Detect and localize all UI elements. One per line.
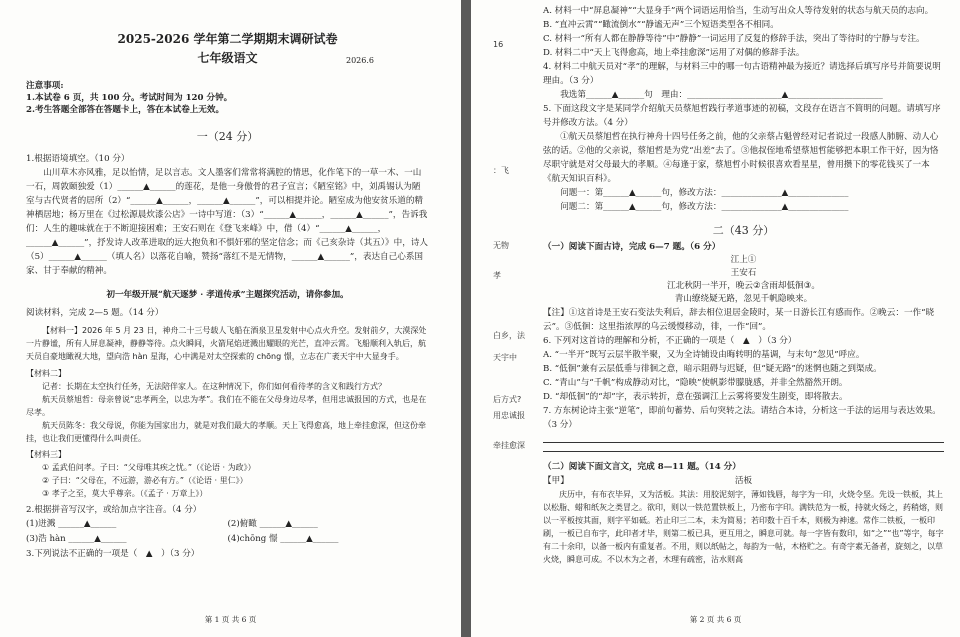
section-heading: 二（43 分） [712, 224, 775, 237]
answer-row [26, 532, 429, 547]
question-heading: 1.根据语境填空。（10 分） [26, 154, 130, 164]
option-b: B. “直冲云霄”“瞰流倒水”“静谧无声”三个短语类型各不相同。 [543, 20, 779, 30]
answer-blank: 问题一：第______▲______句，修改方法：______________▲______________ [560, 188, 849, 198]
exam-title: 2025-2026 学年第二学期期末调研试卷 [117, 32, 338, 46]
margin-note: 牵挂愈深 [493, 441, 525, 450]
reading-intro: （一）阅读下面古诗，完成 6—7 题。（6 分） [543, 242, 721, 252]
activity-intro: 初一年级开展“航天逐梦 · 孝道传承”主题探究活动，请你参加。 [106, 290, 349, 300]
margin-note: 白乡，法 [493, 331, 525, 340]
question-heading: 6. 下列对这首诗的理解和分析，不正确的一项是（ ▲ ）（3 分） [543, 336, 797, 346]
margin-note: 后方式? [493, 395, 522, 404]
answer-blank: 问题二：第______▲______句，修改方法：______________▲______________ [560, 202, 849, 212]
answer-blank: (1)迸溅 ______▲______ [26, 519, 117, 529]
material-two-text: 航天员陈冬：我父母说，你能为国家出力，就是对我们最大的孝顺。天上飞得愈高，地上牵挂愈深，但这份牵挂，也让我们更懂得什么叫责任。 [26, 421, 426, 443]
answer-row [26, 517, 429, 532]
material-two-heading: 【材料二】 [26, 369, 66, 378]
poem-note: 【注】①这首诗是王安石变法失利后，辞去相位退居金陵时，某一日游长江有感而作。②晚云：一作“晓云”。③低徊：这里指浓厚的乌云缓慢移动，徘，一作“回”。 [543, 308, 935, 332]
notice-item: 1.本试卷 6 页，共 100 分。考试时间为 120 分钟。 [26, 93, 233, 103]
margin-note: ：飞 [493, 166, 509, 175]
exam-page-right [471, 0, 960, 637]
answer-blank: (4)chōng 憬 ______▲______ [227, 534, 339, 544]
exam-subtitle: 七年级语文 [197, 51, 258, 65]
notice-heading: 注意事项: [26, 81, 64, 91]
margin-note: 天宇中 [493, 353, 517, 362]
material-three-item: ① 孟武伯问孝。子曰：“父母唯其疾之忧。”（《论语 · 为政》） [42, 463, 256, 472]
material-three-heading: 【材料三】 [26, 450, 66, 459]
option-b: B. “低徊”兼有云层低垂与徘徊之意，暗示阻碍与迟疑，但“疑无路”的迷惘也随之到渠成。 [543, 364, 882, 374]
answer-line [543, 451, 944, 452]
passage-tag: 【甲】 [543, 476, 569, 486]
section-heading: 一（24 分） [196, 130, 259, 143]
question-heading: 4. 材料二中航天员对“孝”的理解，与材料三中的哪一句古语精神最为接近？请选择后填写序号并简要说明理由。（3 分） [543, 62, 941, 86]
reading-intro: 阅读材料，完成 2—5 题。（14 分） [26, 308, 164, 318]
option-d: D. 材料二中“天上飞得愈高，地上牵挂愈深”运用了对偶的修辞手法。 [543, 48, 805, 58]
answer-blank: (2)俯瞰 ______▲______ [227, 519, 318, 529]
option-c: C. “青山”与“千帆”构成静动对比，“隐映”使帆影带朦胧感，并非全然豁然开朗。 [543, 378, 848, 388]
poem-line: 江北秋阴一半开，晚云②含雨却低徊③。 [667, 281, 820, 291]
material-three-item: ③ 孝子之至，莫大乎尊亲。（《孟子 · 万章上》） [42, 489, 208, 498]
question-heading: 5. 下面这段文字是某同学介绍航天员蔡旭哲践行孝道事迹的初稿，文段存在语言不简明的问题。请填写序号并修改方法。（4 分） [543, 104, 941, 128]
margin-note: 用忠诚报 [493, 411, 525, 420]
material-three-item: ② 子曰：“父母在，不远游，游必有方。”（《论语 · 里仁》） [42, 476, 248, 485]
question-heading: 7. 方东树论诗主张“逆笔”，即前句蓄势、后句突转之法。请结合本诗，分析这一手法的运用与表达效果。（3 分） [543, 406, 941, 430]
notice-block [26, 80, 429, 116]
option-a: A. 材料一中“屏息凝神”“大显身手”两个词语运用恰当，生动写出众人等待发射的状态与航天员的志向。 [543, 6, 934, 16]
option-c: C. 材料一“所有人都在静静等待”中“静静”一词运用了反复的修辞手法，突出了等待时的宁静与专注。 [543, 34, 925, 44]
material-one: 【材料一】2026 年 5 月 23 日，神舟二十三号载人飞船在酒泉卫星发射中心点火升空。发射前夕，大漠深处一片静谧，所有人屏息凝神，静静等待。点火瞬间，火箭尾焰迸溅出耀眼的光芒，直冲云霄。飞船顺利入轨后，航天员自豪地瞰视大地，望向浩 hàn 星海，心中满是对太空探索的 chōng 憬，立志在广袤天宇中大显身手。 [26, 326, 427, 361]
classical-passage: 庆历中，有布衣毕昇，又为活板。其法：用胶泥刻字，薄如钱唇，每字为一印，火烧令坚。先设一铁板，其上以松脂、蜡和纸灰之类冒之。欲印，则以一铁范置铁板上，乃密布字印。满铁范为一板，持就火炀之，药稍熔，则以一平板按其面，则字平如砥。若止印三二本，未为简易；若印数十百千本，则极为神速。常作二铁板，一板印刷，一板已自布字，此印者才毕，则第二板已具，更互用之，瞬息可就。每一字皆有数印，如“之”“也”等字，每字有二十余印，以备一板内有重复者。不用，则以纸帖之，每韵为一帖，木格贮之。有奇字素无备者，旋刻之，以草火烧，瞬息可成。不以木为之者，木理有疏密，沾水则高 [543, 490, 944, 564]
page-footer: 第 2 页 共 6 页 [689, 615, 742, 624]
margin-note: 孝 [493, 271, 501, 280]
page-footer: 第 1 页 共 6 页 [204, 615, 257, 624]
option-a: A. “一半开”既写云层半散半聚，又为全诗铺设由晦转明的基调，与末句“忽见”呼应。 [543, 350, 865, 360]
question-heading: 2.根据拼音写汉字，或给加点字注音。（4 分） [26, 505, 202, 515]
option-d: D. “却低徊”的“却”字，表示转折，意在强调江上云雾将要发生剧变，即将散去。 [543, 392, 848, 402]
answer-blank: (3)浩 hàn ______▲______ [26, 534, 127, 544]
poem-line: 青山缭绕疑无路，忽见千帆隐映来。 [674, 294, 813, 304]
margin-note: 无物 [493, 241, 509, 250]
poem-title: 江上① [730, 255, 757, 265]
answer-line [543, 442, 944, 443]
reading-intro: （二）阅读下面文言文，完成 8—11 题。（14 分） [543, 462, 741, 472]
passage-title: 活板 [734, 476, 753, 486]
notice-item: 2.考生答题全部答在答题卡上，答在本试卷上无效。 [26, 105, 225, 115]
question-passage: 山川草木亦风雅，足以怡情，足以言志。文人墨客们常常将满腔的情思，化作笔下的一草一木、一山一石，周敦颐独爱（1）______▲______的莲花，是他一身傲骨的君子宣言；《陋室铭》中，刘禹锡认为陋室与古代贤者的居所（2）“______▲______，______▲______”，可以相提并论。陋室成为他安贫乐道的精神栖居地；杨万里在《过松源晨炊漆公店》一诗中写道：（3）“______▲______，______▲______”，告诉我们：人生的趣味就在于不断迎接困难；王安石则在《登飞来峰》中，借（4）“______▲______，______▲______”，抒发诗人改革进取的远大抱负和不惧奸邪的坚定信念；而《己亥杂诗（其五）》中，诗人（5）______▲______（填人名）以落花自喻，赞扬“落红不是无情物，______▲______”，表达自己心系国家、甘于奉献的精神。 [26, 168, 429, 276]
answer-blank: 我选第______▲______句 理由：______________________▲______________________ [560, 90, 883, 100]
exam-page-left [0, 0, 461, 637]
material-two-text: 记者：长期在太空执行任务，无法陪伴家人。在这种情况下，你们如何看待孝的含义和践行方式？ [42, 382, 386, 391]
exam-date: 2026.6 [346, 56, 374, 65]
question-passage: ①航天员蔡旭哲在执行神舟十四号任务之前，他的父亲蔡占魁曾经对记者说过一段感人肺腑、动人心弦的话。②他的父亲说，蔡旭哲是为党“出差”去了。③他叔侄地希望蔡旭哲能够把本职工作干好，因为恪尽职守就是对父母最大的孝顺。④每逢于家，蔡旭哲小时候很喜欢看星星，曾用攒下的零花钱买了一本《航天知识百科》。 [543, 132, 939, 184]
poem-author: 王安石 [730, 268, 757, 278]
material-two-text: 航天员蔡旭哲：母亲曾说“忠孝两全，以忠为孝”。我们在不能在父母身边尽孝，但用忠诚报国的方式，也是在尽孝。 [26, 395, 427, 417]
margin-note: 16 [493, 40, 504, 49]
question-heading: 3.下列说法不正确的一项是（ ▲ ）（3 分） [26, 549, 200, 559]
